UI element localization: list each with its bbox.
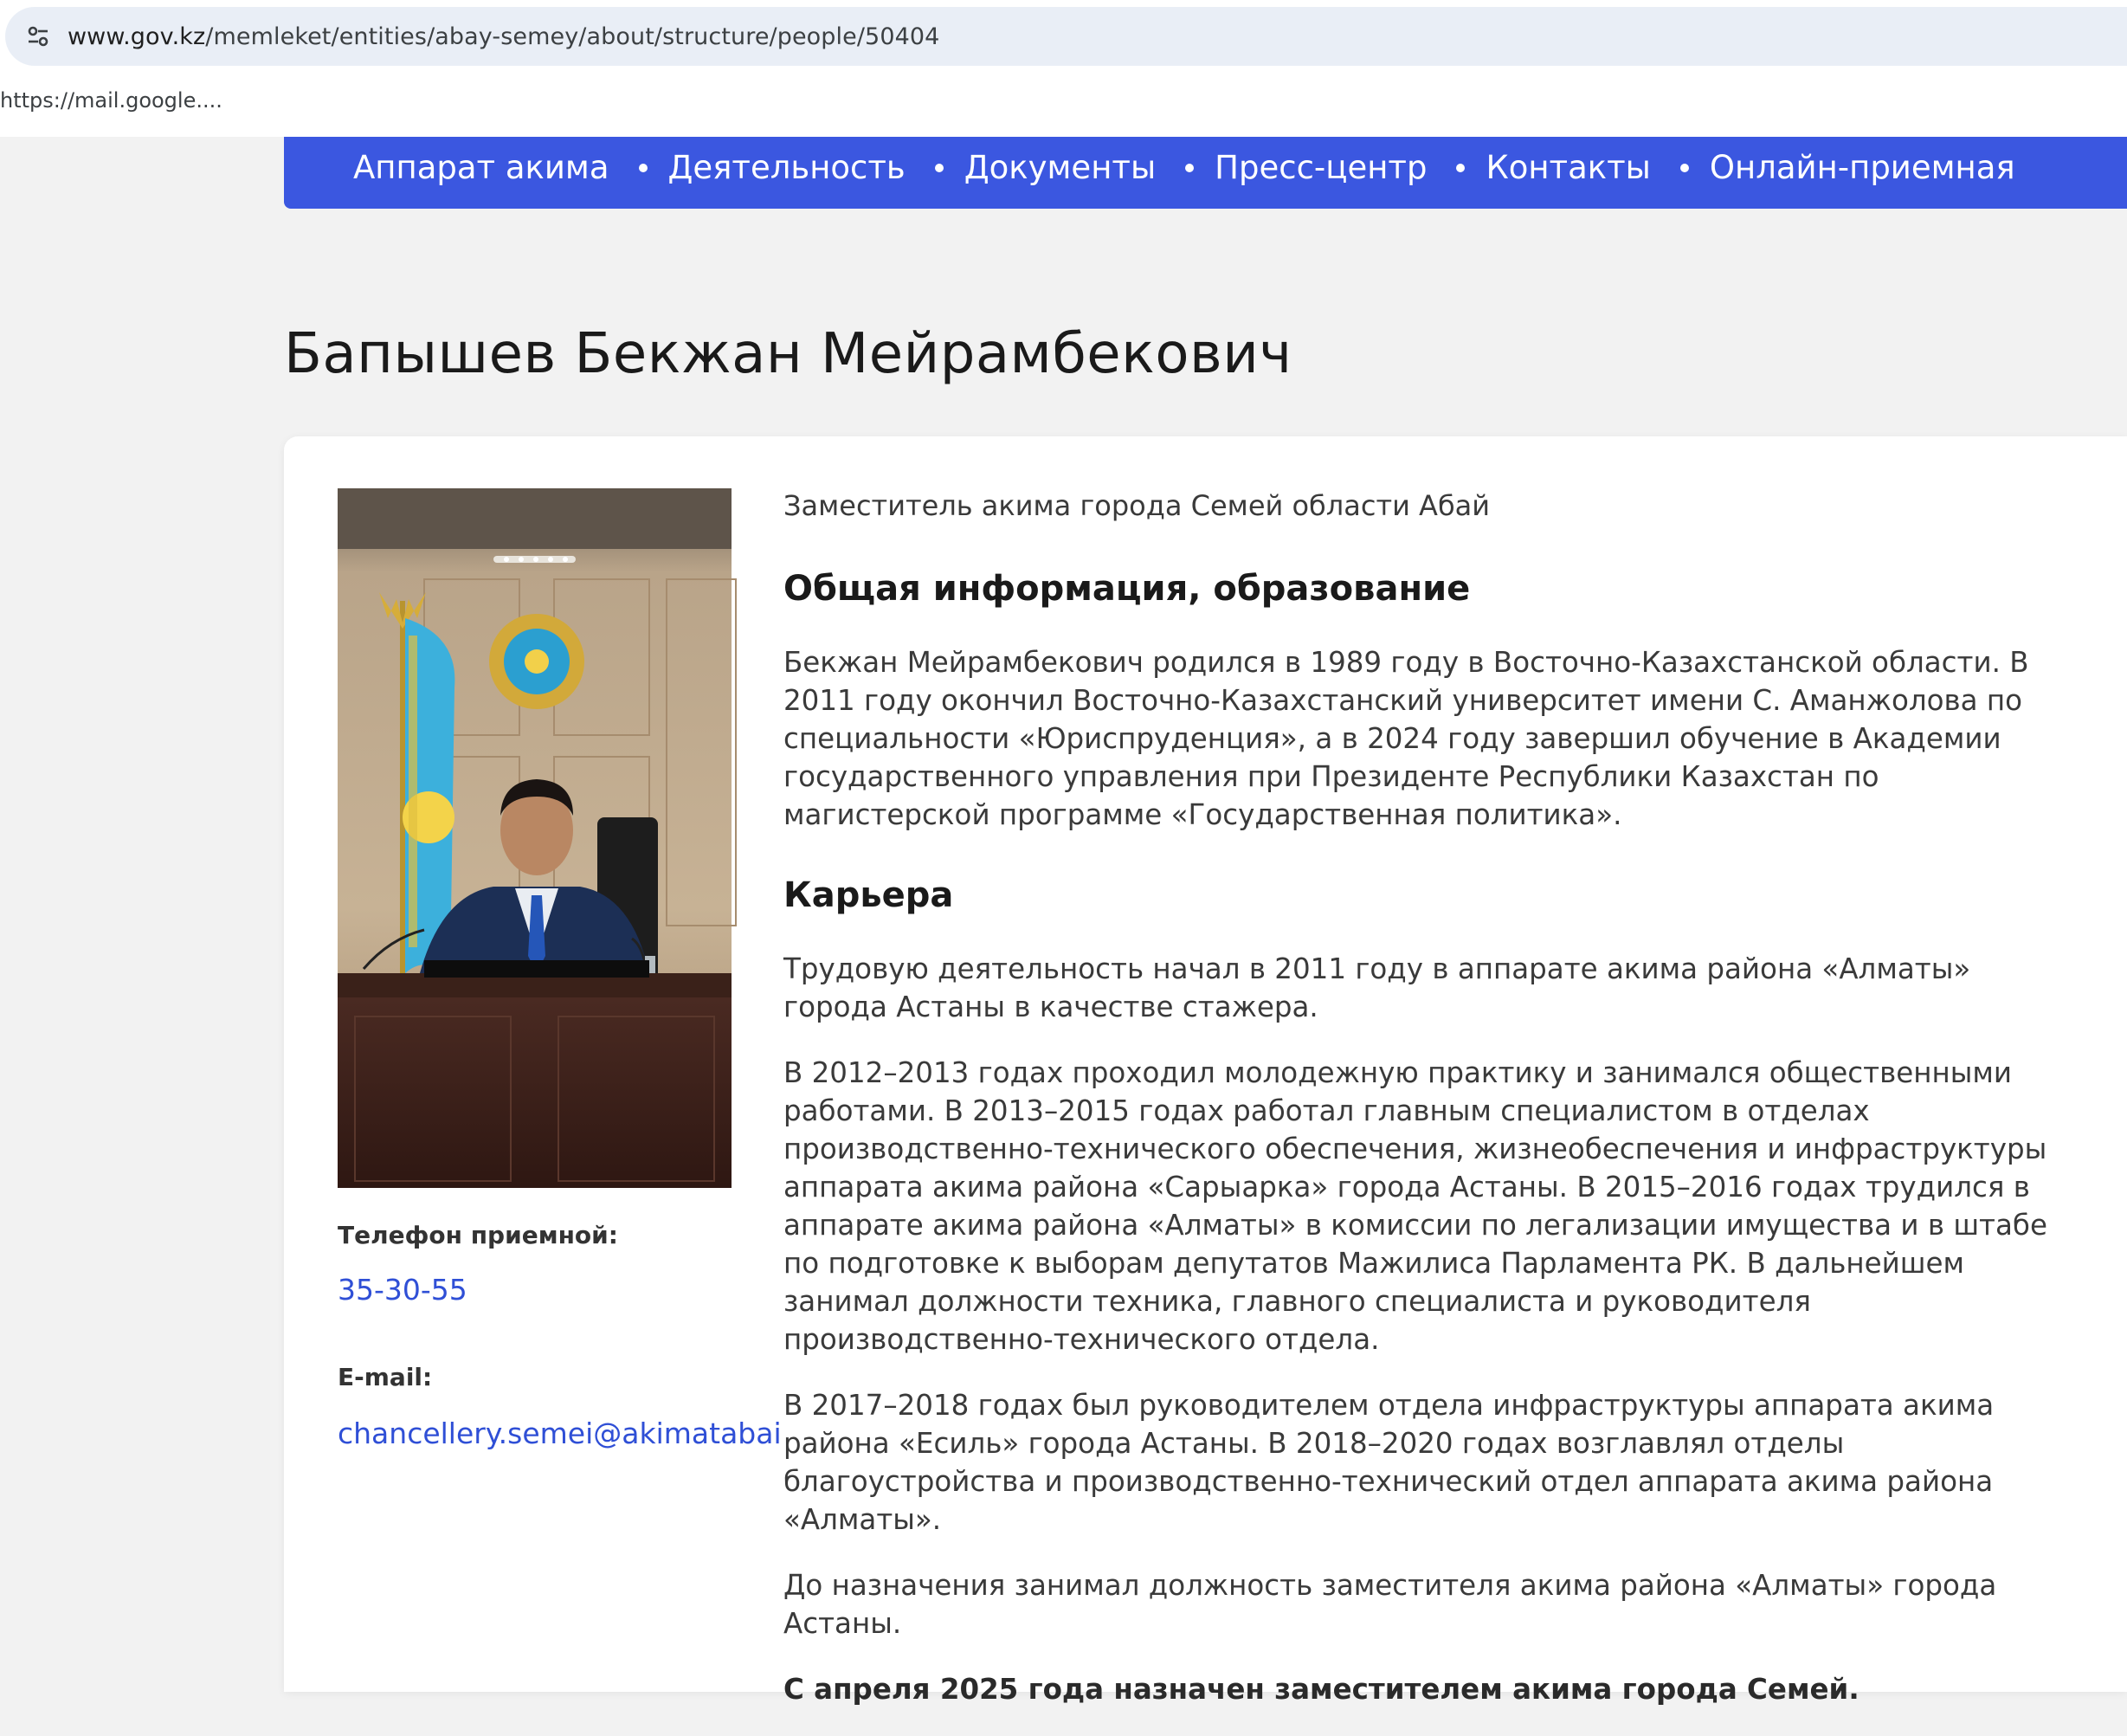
general-paragraph: Бекжан Мейрамбекович родился в 1989 году в Восточно-Казахстанской области. В 2011 году окончил Восточно-Казахстанский университет имени С. Аманжолова по специальности «Юриспруденция», а в 2024 году завершил обучение в Академии государственного управления при Президенте Республики Казахстан по магистерской программе «Государственная политика». [783,645,2029,831]
career-paragraph-5: С апреля 2025 года назначен заместителем акима города Семей. [783,1672,1860,1706]
person-card [284,436,2127,1706]
career-paragraph-3: В 2017–2018 годах был руководителем отдела инфраструктуры аппарата акима района «Есиль» города Астаны. В 2018–2020 годах возглавлял отделы благоустройства и производственно-технический отдел аппарата акима района «Алматы». [783,1388,1995,1536]
nav-item-press-center[interactable]: Пресс-центр [1215,149,1428,186]
nav-item-documents[interactable]: Документы [964,149,1157,186]
url-path: /memleket/entities/abay-semey/about/structure/people/50404 [205,23,940,50]
career-paragraph-2: В 2012–2013 годах проходил молодежную практику и занимался общественными работами. В 2013–2015 годах работал главным специалистом в отделах производственно-технического обеспечения, жизнеобеспечения и инфраструктуры аппарата акима района «Сарыарка» города Астаны. В 2015–2016 годах трудился в аппарате акима района «Алматы» в комиссии по легализации имущества и в штабе по подготовке к выборам депутатов Мажилиса Парламента РК. В дальнейшем занимал должности техника, главного специалиста и руководителя производственно-технического отдела. [783,1055,2047,1356]
address-bar[interactable] [5,7,2127,66]
nav-separator [1456,164,1465,172]
nav-separator [1680,164,1689,172]
nav-separator [935,164,944,172]
section-heading-career: Карьера [783,874,954,915]
section-heading-general: Общая информация, образование [783,568,1471,609]
nav-item-activity[interactable]: Деятельность [667,149,906,186]
phone-label: Телефон приемной: [338,1221,618,1249]
career-paragraph-1: Трудовую деятельность начал в 2011 году в аппарате акима района «Алматы» города Астаны в качестве стажера. [783,952,1971,1023]
nav-item-apparatus[interactable]: Аппарат акима [353,149,609,186]
main-nav [284,137,2127,209]
position-title: Заместитель акима города Семей области Абай [783,489,1491,522]
person-photo [338,488,732,1188]
page-title: Бапышев Бекжан Мейрамбекович [284,322,1292,386]
bio-content [783,487,2082,1736]
email-link[interactable]: chancellery.semei@akimatabai [338,1417,782,1450]
nav-separator [639,164,648,172]
url-text[interactable] [68,23,939,50]
career-paragraph-4: До назначения занимал должность заместителя акима района «Алматы» города Астаны. [783,1568,1997,1640]
phone-link[interactable]: 35-30-55 [338,1273,467,1307]
link-status-tooltip: https://mail.google.... [0,88,222,113]
email-label: E-mail: [338,1363,433,1391]
browser-toolbar [0,0,2127,137]
nav-item-online-reception[interactable]: Онлайн-приемная [1709,149,2015,186]
nav-separator [1185,164,1194,172]
url-host: www.gov.kz [68,23,206,50]
site-info-icon[interactable] [21,19,55,54]
nav-list [353,149,2015,186]
nav-item-contacts[interactable]: Контакты [1486,149,1651,186]
